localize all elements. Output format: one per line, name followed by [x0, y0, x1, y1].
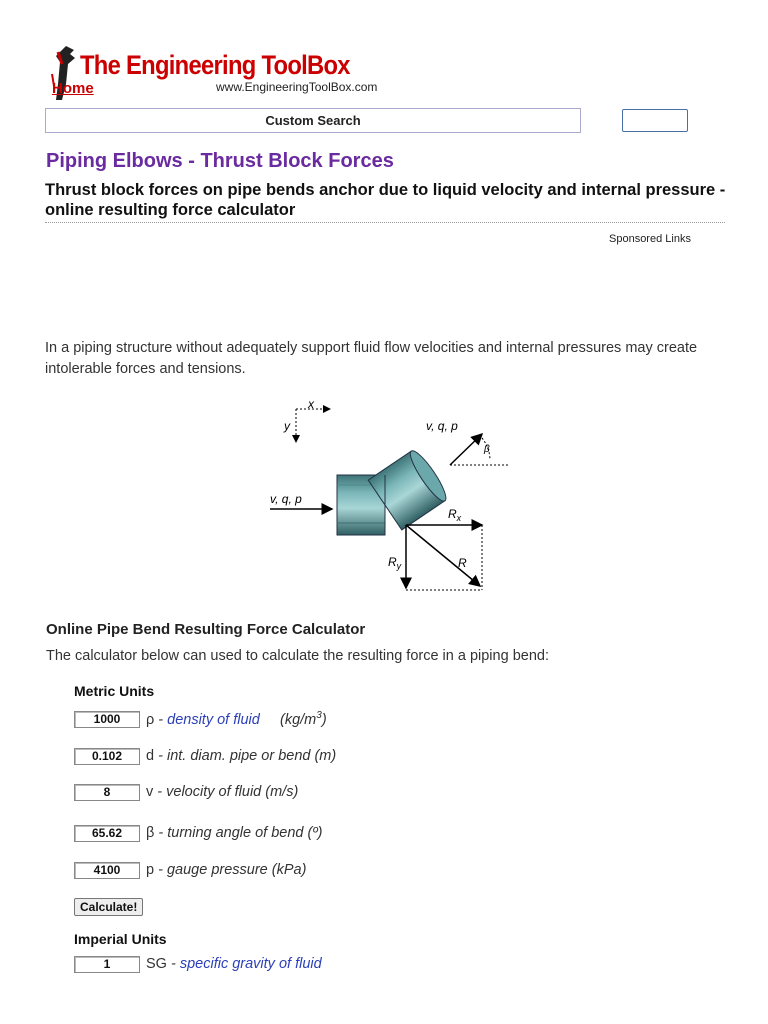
density-input[interactable]: 1000: [74, 711, 140, 728]
density-description: ρ - density of fluid $(kg/m^3)$: [146, 710, 327, 728]
pipe-bend-force-diagram: [250, 390, 510, 600]
page-title: Piping Elbows - Thrust Block Forces: [46, 150, 394, 172]
axis-y-label: y: [284, 419, 290, 433]
ry-label: $R_y$: [388, 555, 402, 571]
specific-gravity-input[interactable]: 1: [74, 956, 140, 973]
angle-input[interactable]: 65.62: [74, 825, 140, 842]
density-field-row: [74, 710, 327, 728]
velocity-field-row: [74, 783, 298, 801]
outlet-flow-label: v, q, p: [426, 419, 458, 433]
specific-gravity-description: SG - specific gravity of fluid: [146, 956, 322, 972]
angle-description: β - turning angle of bend (º): [146, 825, 323, 841]
site-url: www.EngineeringToolBox.com: [216, 80, 378, 94]
pressure-field-row: [74, 861, 306, 879]
pipe-bend-icon: [337, 447, 451, 535]
density-of-fluid-link[interactable]: density of fluid: [167, 711, 260, 728]
page-subtitle: Thrust block forces on pipe bends anchor due to liquid velocity and internal pressure - online resulting force calculator: [45, 181, 726, 219]
diameter-field-row: [74, 747, 336, 765]
velocity-input[interactable]: 8: [74, 784, 140, 801]
pressure-description: p - gauge pressure (kPa): [146, 862, 307, 878]
home-link[interactable]: Home: [52, 80, 94, 97]
calculator-heading: Online Pipe Bend Resulting Force Calculator: [46, 621, 366, 638]
velocity-description: v - velocity of fluid (m/s): [146, 784, 299, 800]
sponsored-links-label: Sponsored Links: [609, 233, 691, 245]
specific-gravity-field-row: [74, 955, 322, 973]
search-button[interactable]: [622, 109, 688, 132]
title-divider: [45, 222, 725, 223]
site-logo-text: The Engineering ToolBox: [80, 50, 350, 80]
custom-search-input[interactable]: Custom Search: [45, 108, 581, 133]
calculate-button[interactable]: Calculate!: [74, 898, 143, 916]
pressure-input[interactable]: 4100: [74, 862, 140, 879]
rx-label: $R_x$: [448, 507, 462, 523]
inlet-flow-label: v, q, p: [270, 492, 302, 506]
intro-paragraph: In a piping structure without adequately support fluid flow velocities and internal pressures may create intolerable forces and tensions.: [45, 340, 698, 377]
diameter-description: d - int. diam. pipe or bend (m): [146, 748, 337, 764]
angle-field-row: [74, 824, 322, 842]
axis-x-label: x: [308, 397, 314, 411]
imperial-units-heading: Imperial Units: [74, 931, 167, 947]
diameter-input[interactable]: 0.102: [74, 748, 140, 765]
metric-units-heading: Metric Units: [74, 683, 155, 699]
calculator-description: The calculator below can used to calculate the resulting force in a piping bend:: [46, 648, 549, 664]
r-label: R: [458, 556, 467, 570]
specific-gravity-link[interactable]: specific gravity of fluid: [179, 956, 322, 972]
beta-angle-label: β: [484, 444, 490, 455]
